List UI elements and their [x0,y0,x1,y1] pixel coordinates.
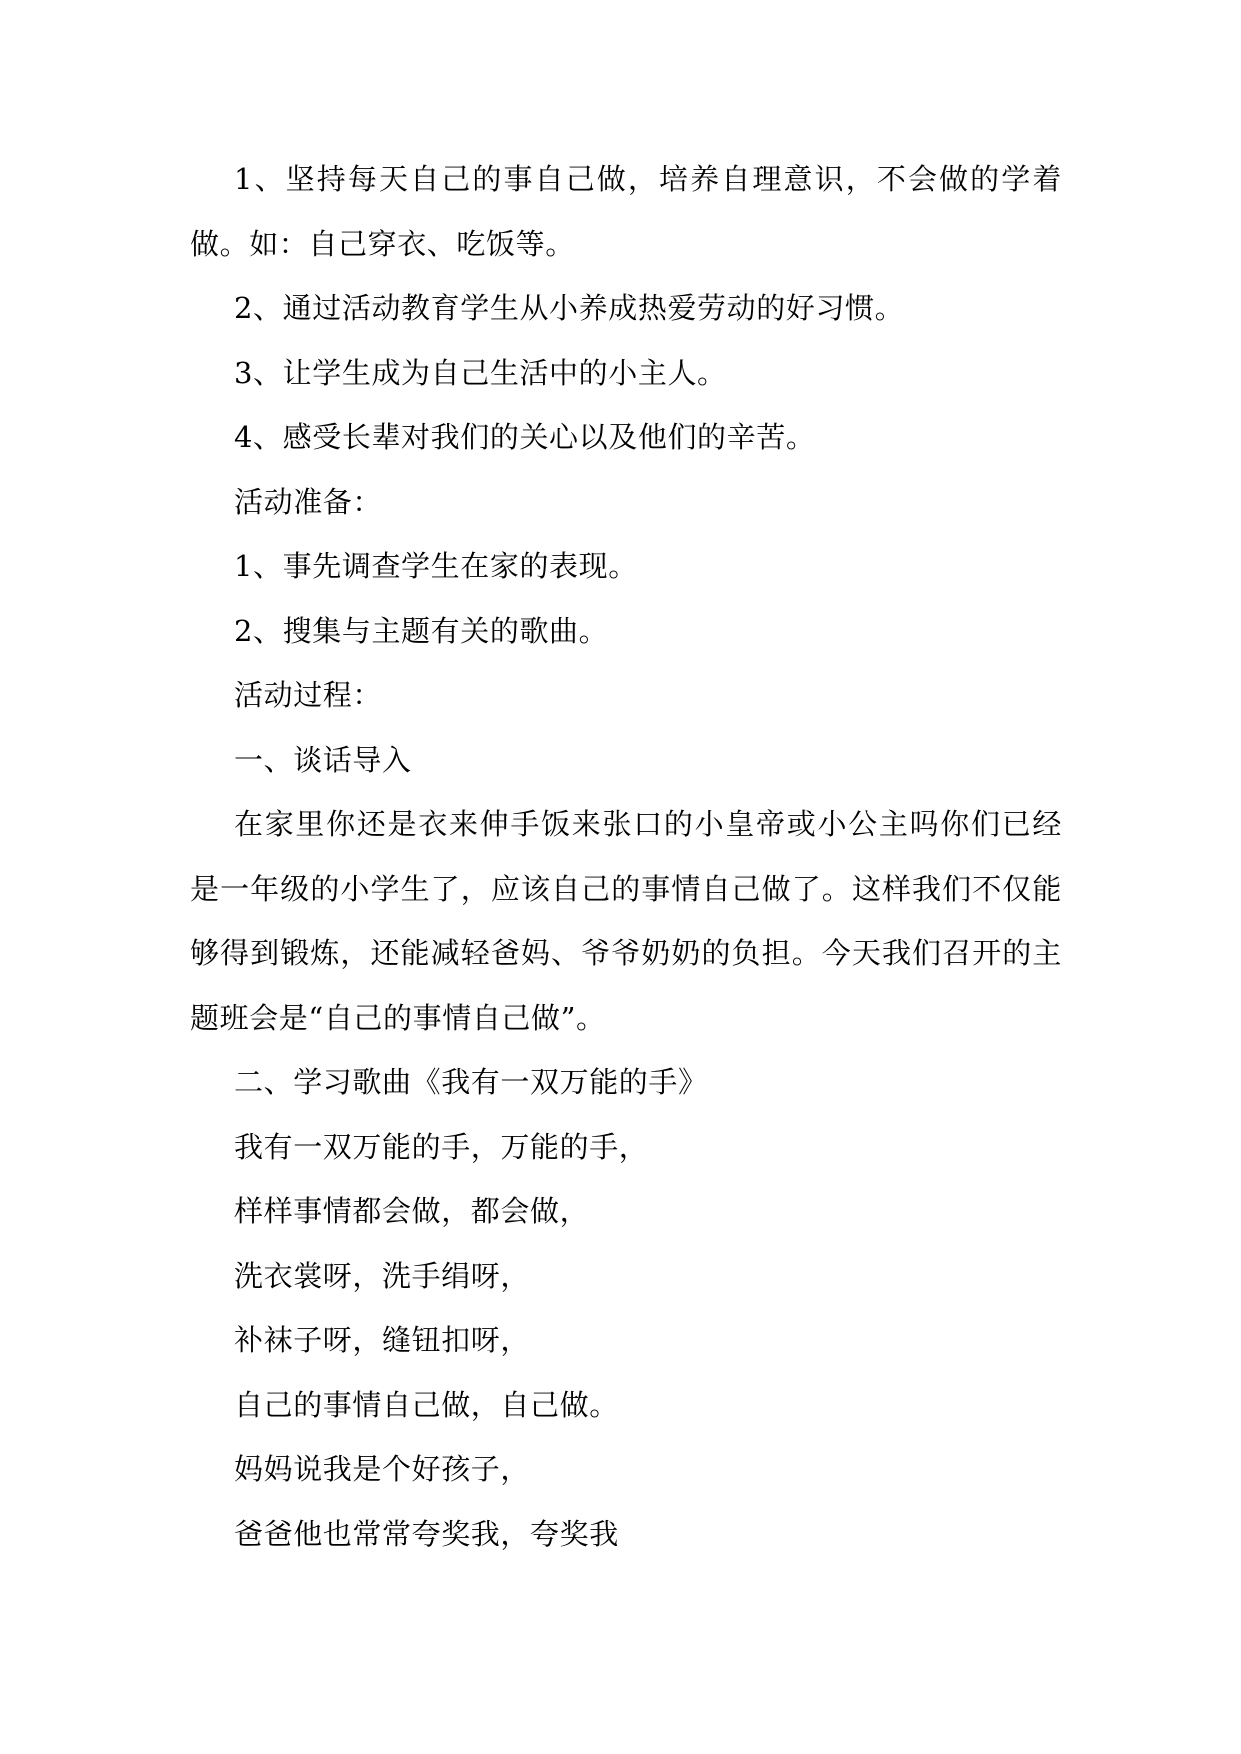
lyric-line: 洗衣裳呀，洗手绢呀， [234,1258,531,1293]
goal-1-paragraph: 1、坚持每天自己的事自己做，培养自理意识，不会做的学着做。如：自己穿衣、吃饭等。 [190,162,1062,261]
preparation-heading: 活动准备： [234,484,383,519]
goal-4-paragraph: 4、感受长辈对我们的关心以及他们的辛苦。 [234,420,816,454]
process-heading: 活动过程： [234,678,383,712]
goal-3-paragraph: 3、让学生成为自己生活中的小主人。 [234,355,727,390]
preparation-2-paragraph: 2、搜集与主题有关的歌曲。 [234,613,609,648]
lyric-line: 补袜子呀，缝钮扣呀， [234,1323,531,1357]
goal-2-paragraph: 2、通过活动教育学生从小养成热爱劳动的好习惯。 [234,291,905,325]
lyric-line: 我有一双万能的手，万能的手， [234,1129,649,1164]
lyric-line: 爸爸他也常常夸奖我，夸奖我 [234,1516,619,1551]
document-page [190,147,1062,1566]
lyric-line: 妈妈说我是个好孩子， [234,1452,531,1486]
section-2-heading: 二、学习歌曲《我有一双万能的手》 [234,1065,708,1099]
preparation-1-paragraph: 1、事先调查学生在家的表现。 [234,549,638,583]
lyric-line: 样样事情都会做，都会做， [234,1194,590,1228]
section-1-heading: 一、谈话导入 [234,742,412,777]
introduction-paragraph: 在家里你还是衣来伸手饭来张口的小皇帝或小公主吗你们已经是一年级的小学生了，应该自己的事情自己做了。这样我们不仅能够得到锻炼，还能减轻爸妈、爷爷奶奶的负担。今天我们召开的主题班会是“自己的事情自己做”。 [190,807,1062,1035]
lyric-line: 自己的事情自己做，自己做。 [234,1387,619,1422]
